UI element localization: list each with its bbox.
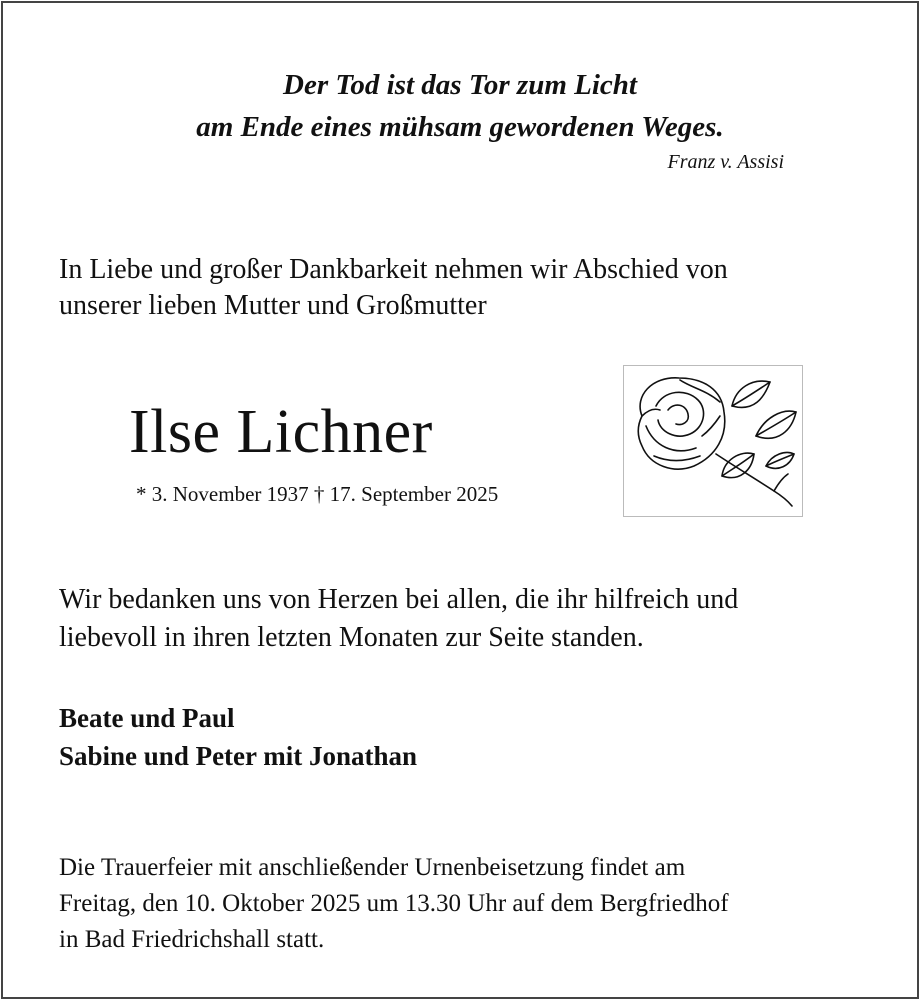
thanks-line-1: Wir bedanken uns von Herzen bei allen, die ihr hilfreich und xyxy=(59,584,739,615)
intro-line-1: In Liebe und großer Dankbarkeit nehmen wir Abschied von xyxy=(59,254,728,285)
thanks-line-2: liebevoll in ihren letzten Monaten zur Seite standen. xyxy=(59,622,644,653)
mourners-line-2: Sabine und Peter mit Jonathan xyxy=(59,741,418,771)
funeral-line-2: Freitag, den 10. Oktober 2025 um 13.30 Uhr auf dem Bergfriedhof xyxy=(59,890,729,917)
life-dates: * 3. November 1937 † 17. September 2025 xyxy=(136,482,499,506)
obituary-notice xyxy=(1,1,919,999)
rose-icon xyxy=(624,366,802,516)
funeral-line-3: in Bad Friedrichshall statt. xyxy=(59,926,325,953)
intro-line-2: unserer lieben Mutter und Großmutter xyxy=(59,290,487,321)
deceased-name: Ilse Lichner xyxy=(129,398,433,466)
motto-line-2: am Ende eines mühsam gewordenen Weges. xyxy=(196,111,724,143)
mourners-line-1: Beate und Paul xyxy=(59,703,235,733)
motto-line-1: Der Tod ist das Tor zum Licht xyxy=(283,69,637,101)
funeral-line-1: Die Trauerfeier mit anschließender Urnenbeisetzung findet am xyxy=(59,854,686,881)
rose-emblem xyxy=(623,365,803,517)
motto-attribution: Franz v. Assisi xyxy=(667,151,784,173)
